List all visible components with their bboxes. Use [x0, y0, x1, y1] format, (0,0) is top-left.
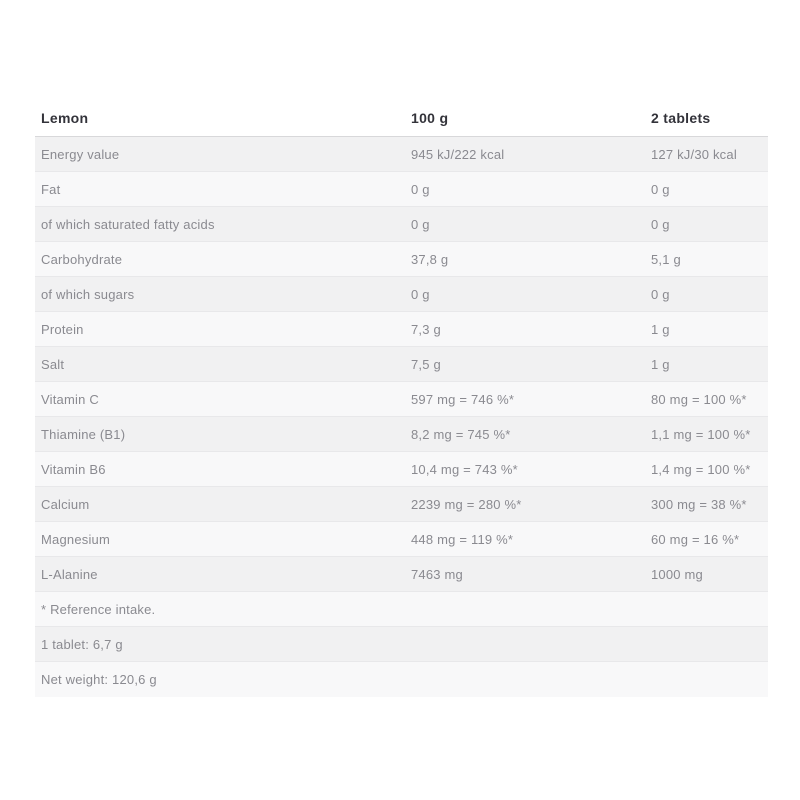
nutrient-label: Calcium [41, 496, 90, 512]
value-per-100g: 448 mg = 119 %* [411, 531, 514, 547]
nutrition-facts-table [35, 100, 768, 697]
value-per-100g: 10,4 mg = 743 %* [411, 461, 518, 477]
value-per-2-tablets: 5,1 g [651, 251, 681, 267]
value-per-100g: 0 g [411, 216, 430, 232]
value-per-2-tablets: 0 g [651, 181, 670, 197]
value-per-2-tablets: 1,1 mg = 100 %* [651, 426, 751, 442]
nutrient-label: Thiamine (B1) [41, 426, 126, 442]
value-per-2-tablets: 0 g [651, 286, 670, 302]
nutrient-label: Carbohydrate [41, 251, 123, 267]
value-per-100g: 0 g [411, 181, 430, 197]
value-per-100g: 7,5 g [411, 356, 441, 372]
header-per-100g: 100 g [411, 110, 449, 126]
table-row [35, 557, 768, 592]
table-row [35, 277, 768, 312]
value-per-100g: 37,8 g [411, 251, 449, 267]
nutrient-label: Magnesium [41, 531, 110, 547]
nutrient-label: Vitamin C [41, 391, 99, 407]
value-per-2-tablets: 60 mg = 16 %* [651, 531, 740, 547]
table-row [35, 452, 768, 487]
value-per-100g: 7463 mg [411, 566, 463, 582]
footnote-row [35, 662, 768, 697]
nutrient-label: Salt [41, 356, 65, 372]
nutrient-label: Protein [41, 321, 84, 337]
table-header-row [35, 100, 768, 137]
footnote-row [35, 627, 768, 662]
table-row [35, 172, 768, 207]
table-row [35, 312, 768, 347]
table-row [35, 382, 768, 417]
value-per-100g: 945 kJ/222 kcal [411, 146, 505, 162]
value-per-2-tablets: 1,4 mg = 100 %* [651, 461, 751, 477]
value-per-100g: 8,2 mg = 745 %* [411, 426, 511, 442]
value-per-100g: 597 mg = 746 %* [411, 391, 515, 407]
table-row [35, 417, 768, 452]
footnote-row [35, 592, 768, 627]
nutrient-label: Fat [41, 181, 61, 197]
footnote-text: * Reference intake. [41, 601, 156, 617]
table-row [35, 487, 768, 522]
value-per-2-tablets: 0 g [651, 216, 670, 232]
value-per-2-tablets: 1000 mg [651, 566, 703, 582]
table-body [35, 137, 768, 697]
nutrient-label: L-Alanine [41, 566, 98, 582]
value-per-100g: 0 g [411, 286, 430, 302]
nutrient-label: of which sugars [41, 286, 135, 302]
header-product-name: Lemon [41, 110, 89, 126]
footnote-text: 1 tablet: 6,7 g [41, 636, 123, 652]
table-row [35, 522, 768, 557]
value-per-2-tablets: 127 kJ/30 kcal [651, 146, 737, 162]
value-per-2-tablets: 1 g [651, 321, 670, 337]
value-per-100g: 7,3 g [411, 321, 441, 337]
table-row [35, 137, 768, 172]
header-per-2-tablets: 2 tablets [651, 110, 711, 126]
nutrient-label: of which saturated fatty acids [41, 216, 215, 232]
footnote-text: Net weight: 120,6 g [41, 672, 157, 687]
table-row [35, 347, 768, 382]
value-per-2-tablets: 1 g [651, 356, 670, 372]
table-row [35, 242, 768, 277]
value-per-2-tablets: 80 mg = 100 %* [651, 391, 747, 407]
table-row [35, 207, 768, 242]
value-per-2-tablets: 300 mg = 38 %* [651, 496, 747, 512]
value-per-100g: 2239 mg = 280 %* [411, 496, 522, 512]
nutrient-label: Vitamin B6 [41, 461, 106, 477]
nutrient-label: Energy value [41, 146, 120, 162]
